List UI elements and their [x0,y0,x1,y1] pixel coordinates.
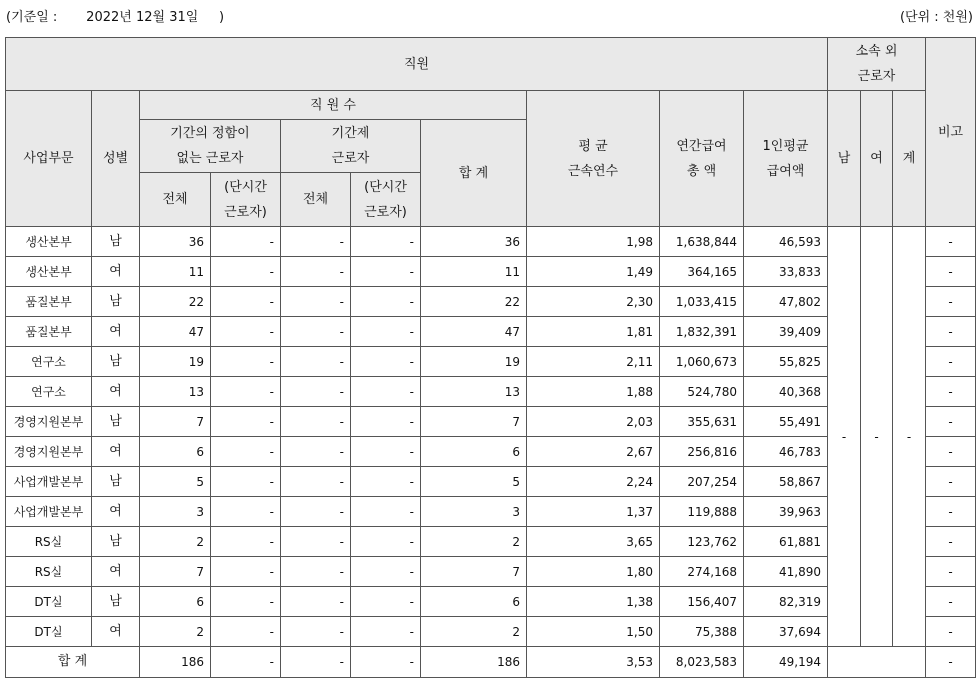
total-row [6,647,976,678]
avg-pay-cell: 58,867 [744,467,828,497]
avg-pay-cell: 40,368 [744,377,828,407]
permanent-part-time-cell: - [211,287,281,317]
permanent-part-time-cell: - [211,587,281,617]
gender-cell: 남 [92,587,140,617]
headcount-sum-cell: 13 [421,377,527,407]
headcount-sum-cell: 22 [421,287,527,317]
gender-cell: 남 [92,527,140,557]
permanent-part-time-cell: - [211,617,281,647]
fixed-part-time-cell: - [351,377,421,407]
annual-pay-cell: 75,388 [660,617,744,647]
avg-pay-cell: 47,802 [744,287,828,317]
permanent-total-cell: 5 [140,467,211,497]
fixed-total-cell: - [281,257,351,287]
table-body [6,38,976,678]
avg-tenure-cell: 1,49 [527,257,660,287]
annual-pay-cell: 524,780 [660,377,744,407]
permanent-part-time-cell: - [211,497,281,527]
outside-sum-header: 계 [893,91,926,227]
fixed-part-time-header: (단시간 근로자) [351,173,421,227]
fixed-total-cell: - [281,317,351,347]
headcount-sum-cell: 7 [421,407,527,437]
fixed-part-time-cell: - [351,407,421,437]
avg-tenure-cell: 3,65 [527,527,660,557]
permanent-part-time-cell: - [211,257,281,287]
annual-pay-cell: 207,254 [660,467,744,497]
avg-tenure-cell: 2,03 [527,407,660,437]
avg-pay-cell: 55,491 [744,407,828,437]
report-header [6,6,973,26]
fixed-total-cell: - [281,377,351,407]
total-outside-cell [828,647,926,678]
permanent-total-cell: 11 [140,257,211,287]
gender-cell: 여 [92,257,140,287]
avg-pay-cell: 82,319 [744,587,828,617]
division-cell: 생산본부 [6,257,92,287]
fixed-term-header: 기간제 근로자 [281,120,421,173]
permanent-total-cell: 36 [140,227,211,257]
gender-cell: 여 [92,437,140,467]
annual-pay-cell: 119,888 [660,497,744,527]
division-cell: 연구소 [6,347,92,377]
avg-pay-cell: 46,593 [744,227,828,257]
remark-cell: - [926,317,976,347]
fixed-part-time-cell: - [351,557,421,587]
headcount-sum-cell: 7 [421,557,527,587]
total-permanent-cell: 186 [140,647,211,678]
division-cell: 사업개발본부 [6,497,92,527]
division-cell: 품질본부 [6,287,92,317]
fixed-total-cell: - [281,617,351,647]
fixed-total-cell: - [281,527,351,557]
fixed-total-cell: - [281,437,351,467]
division-cell: 품질본부 [6,317,92,347]
total-headcount-cell: 186 [421,647,527,678]
subtotal-header: 합 계 [421,120,527,227]
fixed-total-cell: - [281,287,351,317]
headcount-sum-cell: 6 [421,437,527,467]
gender-header: 성별 [92,91,140,227]
avg-tenure-cell: 1,37 [527,497,660,527]
avg-tenure-header: 평 균 근속연수 [527,91,660,227]
avg-tenure-cell: 1,50 [527,617,660,647]
division-cell: RS실 [6,527,92,557]
division-cell: 연구소 [6,377,92,407]
permanent-part-time-cell: - [211,347,281,377]
permanent-part-time-cell: - [211,317,281,347]
permanent-part-time-cell: - [211,227,281,257]
avg-pay-header: 1인평균 급여액 [744,91,828,227]
outside-male-header: 남 [828,91,861,227]
annual-pay-cell: 256,816 [660,437,744,467]
annual-pay-cell: 1,060,673 [660,347,744,377]
fixed-total-cell: - [281,347,351,377]
remark-cell: - [926,617,976,647]
headcount-sum-cell: 2 [421,527,527,557]
remark-cell: - [926,227,976,257]
remark-cell: - [926,467,976,497]
fixed-part-time-cell: - [351,497,421,527]
fixed-part-time-cell: - [351,617,421,647]
total-tenure-cell: 3,53 [527,647,660,678]
total-fixed-part-time-cell: - [351,647,421,678]
total-annual-pay-cell: 8,023,583 [660,647,744,678]
avg-pay-cell: 55,825 [744,347,828,377]
permanent-header: 기간의 정함이 없는 근로자 [140,120,281,173]
outside-sum-cell: - [893,227,926,647]
remark-cell: - [926,347,976,377]
avg-pay-cell: 39,963 [744,497,828,527]
fixed-total-header: 전체 [281,173,351,227]
fixed-part-time-cell: - [351,467,421,497]
remark-cell: - [926,287,976,317]
headcount-sum-cell: 2 [421,617,527,647]
fixed-part-time-cell: - [351,287,421,317]
annual-pay-cell: 1,638,844 [660,227,744,257]
permanent-total-cell: 2 [140,617,211,647]
permanent-total-cell: 19 [140,347,211,377]
permanent-total-cell: 6 [140,587,211,617]
outside-workers-header: 소속 외 근로자 [828,38,926,91]
gender-cell: 여 [92,377,140,407]
outside-female-cell: - [861,227,893,647]
header-row-1 [6,38,976,91]
table-row [6,227,976,257]
headcount-sum-cell: 3 [421,497,527,527]
avg-tenure-cell: 1,80 [527,557,660,587]
employee-status-table [5,37,976,678]
total-avg-pay-cell: 49,194 [744,647,828,678]
annual-pay-cell: 123,762 [660,527,744,557]
division-cell: DT실 [6,587,92,617]
remark-cell: - [926,557,976,587]
fixed-part-time-cell: - [351,257,421,287]
gender-cell: 남 [92,407,140,437]
header-row-2 [6,91,976,120]
annual-pay-cell: 156,407 [660,587,744,617]
headcount-sum-cell: 11 [421,257,527,287]
avg-tenure-cell: 1,38 [527,587,660,617]
annual-pay-cell: 1,832,391 [660,317,744,347]
gender-cell: 남 [92,347,140,377]
permanent-total-cell: 13 [140,377,211,407]
total-fixed-cell: - [281,647,351,678]
outside-female-header: 여 [861,91,893,227]
permanent-total-cell: 47 [140,317,211,347]
gender-cell: 여 [92,317,140,347]
gender-cell: 남 [92,467,140,497]
permanent-total-cell: 7 [140,557,211,587]
remark-cell: - [926,587,976,617]
gender-cell: 여 [92,557,140,587]
permanent-part-time-cell: - [211,407,281,437]
headcount-sum-cell: 6 [421,587,527,617]
avg-tenure-cell: 1,88 [527,377,660,407]
gender-cell: 남 [92,227,140,257]
gender-cell: 여 [92,617,140,647]
annual-pay-header: 연간급여 총 액 [660,91,744,227]
headcount-header: 직 원 수 [140,91,527,120]
fixed-part-time-cell: - [351,317,421,347]
remarks-header: 비고 [926,38,976,227]
fixed-total-cell: - [281,587,351,617]
outside-male-cell: - [828,227,861,647]
permanent-total-cell: 22 [140,287,211,317]
unit-note: (단위 : 천원) [899,10,973,25]
division-cell: 사업개발본부 [6,467,92,497]
avg-pay-cell: 41,890 [744,557,828,587]
annual-pay-cell: 355,631 [660,407,744,437]
permanent-total-cell: 2 [140,527,211,557]
fixed-part-time-cell: - [351,227,421,257]
division-header: 사업부문 [6,91,92,227]
permanent-part-time-cell: - [211,557,281,587]
remark-cell: - [926,437,976,467]
avg-pay-cell: 33,833 [744,257,828,287]
avg-tenure-cell: 1,81 [527,317,660,347]
permanent-part-time-header: (단시간 근로자) [211,173,281,227]
fixed-part-time-cell: - [351,437,421,467]
gender-cell: 남 [92,287,140,317]
fixed-part-time-cell: - [351,527,421,557]
avg-tenure-cell: 2,11 [527,347,660,377]
total-label-cell: 합 계 [6,647,140,678]
fixed-part-time-cell: - [351,347,421,377]
permanent-total-cell: 7 [140,407,211,437]
total-remark-cell: - [926,647,976,678]
avg-pay-cell: 37,694 [744,617,828,647]
fixed-total-cell: - [281,467,351,497]
headcount-sum-cell: 36 [421,227,527,257]
remark-cell: - [926,407,976,437]
division-cell: 경영지원본부 [6,437,92,467]
division-cell: RS실 [6,557,92,587]
headcount-sum-cell: 47 [421,317,527,347]
remark-cell: - [926,377,976,407]
fixed-total-cell: - [281,497,351,527]
division-cell: 경영지원본부 [6,407,92,437]
total-permanent-part-time-cell: - [211,647,281,678]
avg-pay-cell: 61,881 [744,527,828,557]
remark-cell: - [926,497,976,527]
fixed-total-cell: - [281,407,351,437]
avg-tenure-cell: 1,98 [527,227,660,257]
permanent-total-cell: 3 [140,497,211,527]
permanent-part-time-cell: - [211,527,281,557]
permanent-part-time-cell: - [211,467,281,497]
avg-tenure-cell: 2,30 [527,287,660,317]
gender-cell: 여 [92,497,140,527]
division-cell: 생산본부 [6,227,92,257]
division-cell: DT실 [6,617,92,647]
fixed-total-cell: - [281,227,351,257]
avg-tenure-cell: 2,24 [527,467,660,497]
fixed-part-time-cell: - [351,587,421,617]
annual-pay-cell: 364,165 [660,257,744,287]
avg-pay-cell: 46,783 [744,437,828,467]
annual-pay-cell: 1,033,415 [660,287,744,317]
avg-tenure-cell: 2,67 [527,437,660,467]
remark-cell: - [926,527,976,557]
headcount-sum-cell: 5 [421,467,527,497]
employees-header: 직원 [6,38,828,91]
permanent-part-time-cell: - [211,377,281,407]
fixed-total-cell: - [281,557,351,587]
permanent-part-time-cell: - [211,437,281,467]
annual-pay-cell: 274,168 [660,557,744,587]
remark-cell: - [926,257,976,287]
avg-pay-cell: 39,409 [744,317,828,347]
base-date: (기준일 : 2022년 12월 31일 ) [6,10,225,25]
permanent-total-header: 전체 [140,173,211,227]
permanent-total-cell: 6 [140,437,211,467]
headcount-sum-cell: 19 [421,347,527,377]
